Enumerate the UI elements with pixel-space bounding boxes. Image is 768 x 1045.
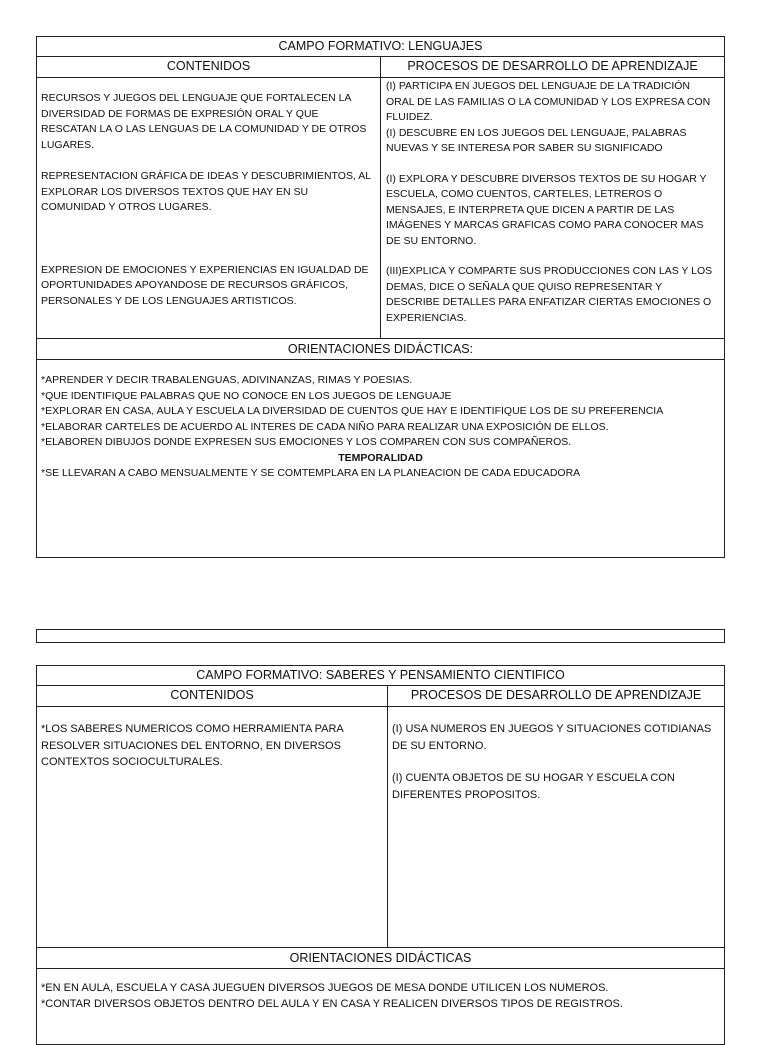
contenidos-header: CONTENIDOS (37, 57, 381, 78)
contenidos-cell (37, 707, 388, 947)
orientacion-item: *EN EN AULA, ESCUELA Y CASA JUEGUEN DIVERSOS JUEGOS DE MESA DONDE UTILICEN LOS NUMEROS. (41, 982, 609, 994)
orientacion-item: *QUE IDENTIFIQUE PALABRAS QUE NO CONOCE EN LOS JUEGOS DE LENGUAJE (41, 389, 452, 402)
procesos-header: PROCESOS DE DESARROLLO DE APRENDIZAJE (388, 686, 724, 707)
orientaciones-cell (37, 360, 724, 482)
table-title: CAMPO FORMATIVO: LENGUAJES (37, 37, 724, 57)
proceso-item: (III)EXPLICA Y COMPARTE SUS PRODUCCIONES CON LAS Y LOS DEMAS, DICE O SEÑALA QUE QUISO REPRESENTAR Y DESCRIBE DETALLES PARA ENFATIZAR CIERTAS EMOCIONES O EXPERIENCIAS. (386, 265, 713, 324)
contenido-item: RECURSOS Y JUEGOS DEL LENGUAJE QUE FORTALECEN LA DIVERSIDAD DE FORMAS DE EXPRESIÓN ORAL Y QUE RESCATAN LA O LAS LENGUAS DE LA COMUNIDAD Y DE OTROS LUGARES. (41, 92, 367, 151)
column-headers (37, 57, 724, 78)
empty-box (36, 629, 725, 643)
orientaciones-header: ORIENTACIONES DIDÁCTICAS: (37, 339, 724, 360)
orientaciones-cell (37, 969, 724, 1012)
orientacion-item: *EXPLORAR EN CASA, AULA Y ESCUELA LA DIVERSIDAD DE CUENTOS QUE HAY E IDENTIFIQUE LOS DE SU PREFERENCIA (41, 405, 664, 417)
orientacion-item: *ELABOREN DIBUJOS DONDE EXPRESEN SUS EMOCIONES Y LOS COMPAREN CON SUS COMPAÑEROS. (41, 436, 572, 448)
table-title: CAMPO FORMATIVO: SABERES Y PENSAMIENTO CIENTIFICO (37, 666, 724, 686)
proceso-item: (I) PARTICIPA EN JUEGOS DEL LENGUAJE DE LA TRADICIÓN ORAL DE LAS FAMILIAS O LA COMUNIDAD Y LOS EXPRESA CON FLUIDEZ. (386, 80, 711, 123)
contenido-item: *LOS SABERES NUMERICOS COMO HERRAMIENTA PARA RESOLVER SITUACIONES DEL ENTORNO, EN DIVERSOS CONTEXTOS SOCIOCULTURALES. (41, 723, 344, 768)
contenidos-cell (37, 78, 381, 338)
proceso-item: (I) EXPLORA Y DESCUBRE DIVERSOS TEXTOS DE SU HOGAR Y ESCUELA, COMO CUENTOS, CARTELES, LETREROS O MENSAJES, E INTERPRETA QUE DICEN A PARTIR DE LAS IMÁGENES Y MARCAS GRAFICAS COMO PARA CONOCER MAS DE SU ENTORNO. (386, 172, 707, 247)
contenidos-header: CONTENIDOS (37, 686, 388, 707)
table-saberes (36, 665, 725, 1045)
proceso-item: (I) CUENTA OBJETOS DE SU HOGAR Y ESCUELA CON DIFERENTES PROPOSITOS. (392, 772, 675, 801)
orientaciones-header: ORIENTACIONES DIDÁCTICAS (37, 948, 724, 969)
contenido-item: EXPRESION DE EMOCIONES Y EXPERIENCIAS EN IGUALDAD DE OPORTUNIDADES APOYANDOSE DE RECURSOS GRÁFICOS, PERSONALES Y DE LOS LENGUAJES ARTISTICOS. (41, 263, 369, 307)
temporalidad-text: *SE LLEVARAN A CABO MENSUALMENTE Y SE COMTEMPLARA EN LA PLANEACION DE CADA EDUCADORA (41, 467, 581, 479)
orientacion-item: *APRENDER Y DECIR TRABALENGUAS, ADIVINANZAS, RIMAS Y POESIAS. (41, 374, 413, 386)
temporalidad-label: TEMPORALIDAD (338, 451, 423, 464)
content-row (37, 78, 724, 339)
orientacion-item: *CONTAR DIVERSOS OBJETOS DENTRO DEL AULA Y EN CASA Y REALICEN DIVERSOS TIPOS DE REGISTROS. (41, 998, 623, 1010)
proceso-item: (I) DESCUBRE EN LOS JUEGOS DEL LENGUAJE, PALABRAS NUEVAS Y SE INTERESA POR SABER SU SIGNIFICADO (386, 126, 687, 154)
content-row (37, 707, 724, 948)
proceso-item: (I) USA NUMEROS EN JUEGOS Y SITUACIONES COTIDIANAS DE SU ENTORNO. (392, 723, 712, 752)
orientacion-item: *ELABORAR CARTELES DE ACUERDO AL INTERES DE CADA NIÑO PARA REALIZAR UNA EXPOSICIÓN DE ELLOS. (41, 420, 609, 433)
procesos-header: PROCESOS DE DESARROLLO DE APRENDIZAJE (381, 57, 724, 78)
table-lenguajes (36, 36, 725, 558)
procesos-cell (388, 707, 724, 947)
contenido-item: REPRESENTACION GRÁFICA DE IDEAS Y DESCUBRIMIENTOS, AL EXPLORAR LOS DIVERSOS TEXTOS QUE HAY EN SU COMUNIDAD Y OTROS LUGARES. (41, 170, 371, 213)
column-headers (37, 686, 724, 707)
procesos-cell (381, 78, 724, 338)
